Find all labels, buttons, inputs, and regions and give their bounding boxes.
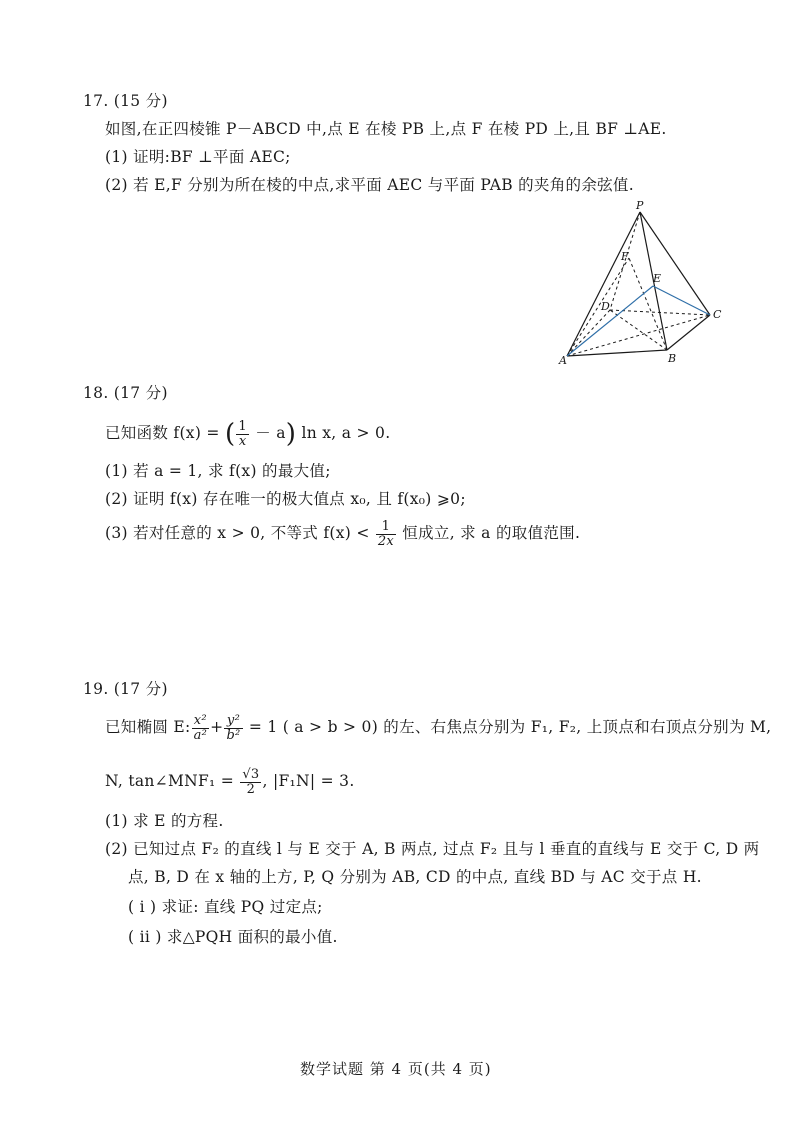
frac-den: x xyxy=(238,433,247,449)
plus-sign: + xyxy=(210,718,224,736)
q17-part2: (2) 若 E,F 分别为所在棱的中点,求平面 AEC 与平面 PAB 的夹角的余弦值. xyxy=(105,176,634,194)
q19-line2 xyxy=(105,764,355,798)
q18-header: 18. (17 分) xyxy=(83,384,168,402)
right-paren: ) xyxy=(285,419,297,449)
label-d: D xyxy=(601,300,610,313)
diag-ac xyxy=(567,315,710,356)
q18-part2: (2) 证明 f(x) 存在唯一的极大值点 x₀, 且 f(x₀) ⩾0; xyxy=(105,490,466,508)
frac-den: a² xyxy=(193,727,208,743)
seg-ae xyxy=(567,286,653,356)
q19-sub1: ( i ) 求证: 直线 PQ 过定点; xyxy=(128,898,323,916)
frac-num: 1 xyxy=(376,520,396,535)
q18-intro-c: ln x, a > 0. xyxy=(301,424,391,442)
frac-num: x² xyxy=(192,714,210,729)
page-footer: 数学试题 第 4 页(共 4 页) xyxy=(300,1060,492,1078)
q19-l2-b: , |F₁N| = 3. xyxy=(262,772,355,790)
q19-l2-a: N, tan∠MNF₁ = xyxy=(105,772,235,790)
label-c: C xyxy=(713,308,722,321)
diag-bd xyxy=(610,310,667,350)
pyramid-figure xyxy=(555,198,735,368)
edge-ab xyxy=(567,350,667,356)
q17-intro: 如图,在正四棱锥 P－ABCD 中,点 E 在棱 PB 上,点 F 在棱 PD 上,且 BF ⊥AE. xyxy=(105,120,667,138)
q19-header: 19. (17 分) xyxy=(83,680,168,698)
fraction-1-over-x xyxy=(236,420,249,448)
left-paren: ( xyxy=(224,419,236,449)
q18-part3-a: (3) 若对任意的 x > 0, 不等式 f(x) < xyxy=(105,524,370,542)
q19-l1-a: 已知椭圆 E: xyxy=(105,718,191,736)
label-f: F xyxy=(621,250,629,263)
fraction-sqrt3-over-2 xyxy=(240,768,261,796)
q19-part2-line1: (2) 已知过点 F₂ 的直线 l 与 E 交于 A, B 两点, 过点 F₂ 且与 l 垂直的直线与 E 交于 C, D 两 xyxy=(105,840,760,858)
fraction-1-over-2x xyxy=(376,520,396,548)
q19-line1 xyxy=(105,710,771,744)
q18-intro-a: 已知函数 f(x) = xyxy=(105,424,220,442)
label-b: B xyxy=(668,352,677,365)
q17-header: 17. (15 分) xyxy=(83,92,168,110)
fraction-y2-b2 xyxy=(224,714,242,742)
q19-part2-line2: 点, B, D 在 x 轴的上方, P, Q 分别为 AB, CD 的中点, 直线 BD 与 AC 交于点 H. xyxy=(128,868,702,886)
edge-pa xyxy=(567,212,640,356)
frac-num: y² xyxy=(224,714,242,729)
frac-num: √3 xyxy=(242,766,260,782)
label-e: E xyxy=(653,272,662,285)
q18-part1: (1) 若 a = 1, 求 f(x) 的最大值; xyxy=(105,462,331,480)
q18-intro xyxy=(105,418,390,448)
solid-edges xyxy=(567,212,710,356)
q19-part1: (1) 求 E 的方程. xyxy=(105,812,224,830)
fraction-x2-a2 xyxy=(192,714,210,742)
q18-part3 xyxy=(105,518,580,548)
frac-den: 2x xyxy=(377,533,395,549)
edge-bc xyxy=(667,315,710,350)
q17-part1: (1) 证明:BF ⊥平面 AEC; xyxy=(105,148,291,166)
q18-intro-b: － a xyxy=(255,424,286,442)
edge-ad xyxy=(567,310,610,356)
frac-num: 1 xyxy=(238,418,247,434)
seg-bf xyxy=(629,258,667,350)
seg-ec xyxy=(653,286,710,315)
q18-part3-b: 恒成立, 求 a 的取值范围. xyxy=(402,524,581,542)
label-p: P xyxy=(636,199,644,212)
q19-l1-b: = 1 ( a > b > 0) 的左、右焦点分别为 F₁, F₂, 上顶点和右顶点分别为 M, xyxy=(248,718,772,736)
frac-den: b² xyxy=(226,727,241,743)
frac-den: 2 xyxy=(246,781,256,797)
label-a: A xyxy=(559,354,567,367)
q19-sub2: ( ii ) 求△PQH 面积的最小值. xyxy=(128,928,338,946)
